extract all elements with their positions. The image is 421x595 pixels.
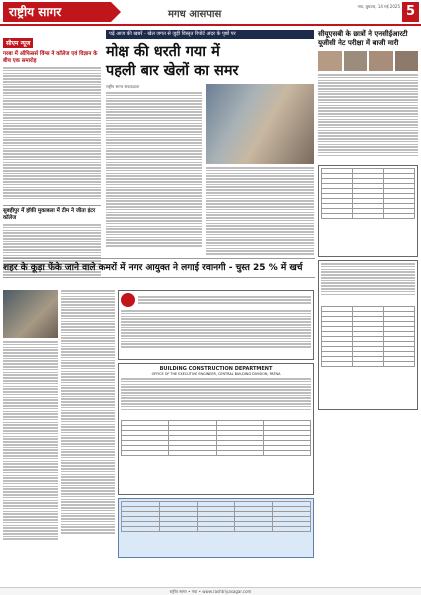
tender-notice-2 (118, 363, 314, 495)
date-info: गया, बुधवार, 14 मई 2025 (357, 4, 400, 9)
tender-notice-1 (118, 290, 314, 360)
left-lower-column-2 (61, 290, 115, 562)
lead-headline-line2: पहली बार खेलों का समर (106, 63, 239, 79)
story-text (318, 74, 418, 162)
photo-grid (318, 51, 418, 71)
masthead (0, 0, 421, 26)
story-text (3, 341, 58, 551)
brand-name: राष्ट्रीय सागर (3, 2, 111, 22)
section-title: मगध आसपास (168, 9, 222, 20)
notice-box-2 (318, 260, 418, 410)
story-text (61, 290, 115, 560)
story-title: सुबहीपुर में हॉकी मुकाबला में टीम ने जीता इंटर कॉलेज (3, 208, 96, 221)
tender-notice-3 (118, 498, 314, 558)
section-label: सीएम न्यूज (3, 38, 33, 48)
story-text (3, 67, 101, 203)
lead-story (106, 30, 314, 263)
tender-notices (118, 290, 314, 562)
tender-sub: OFFICE OF THE EXECUTIVE ENGINEER, CENTRAL BUILDING DIVISION, PATNA (151, 372, 281, 376)
notice-box (318, 165, 418, 257)
byline: राष्ट्रीय सागर संवाददाता (106, 84, 140, 89)
lead-headline-line1: मोक्ष की धरती गया में (106, 44, 220, 60)
tender-title: BUILDING CONSTRUCTION DEPARTMENT (159, 366, 273, 372)
news-photo (3, 290, 58, 338)
left-lower-column (3, 290, 58, 562)
tender-table (121, 420, 311, 456)
page-number: 5 (402, 2, 419, 22)
right-headline: सीयूएसबी के छात्रों ने एनसीईआरटी यूजीसी नेट परीक्षा में बाजी मारी (318, 30, 408, 47)
story-title: गरबा में ऑफिसर्स विंग्स ने कॉलेज एवं विज्ञान के बीच एक समारोह (3, 51, 98, 64)
left-column (3, 30, 101, 280)
seal-icon (121, 293, 135, 307)
footer: राष्ट्रीय सागर • गया • www.rashtriyasagar.com (0, 587, 421, 595)
wide-headline: शहर के कूड़ा फेंके जाने वाले कमरों में नगर आयुक्त ने लगाई रवानगी - चुस्त 25 % में खर्च (3, 263, 303, 273)
lead-photo (206, 84, 314, 164)
right-column (318, 30, 418, 410)
story-text (206, 167, 314, 263)
top-strip: पढ़ें आज की खबरें - खेल जगत से जुड़ी विस्तृत रिपोर्ट अंदर के पृष्ठों पर (106, 30, 314, 39)
story-text (106, 92, 202, 252)
